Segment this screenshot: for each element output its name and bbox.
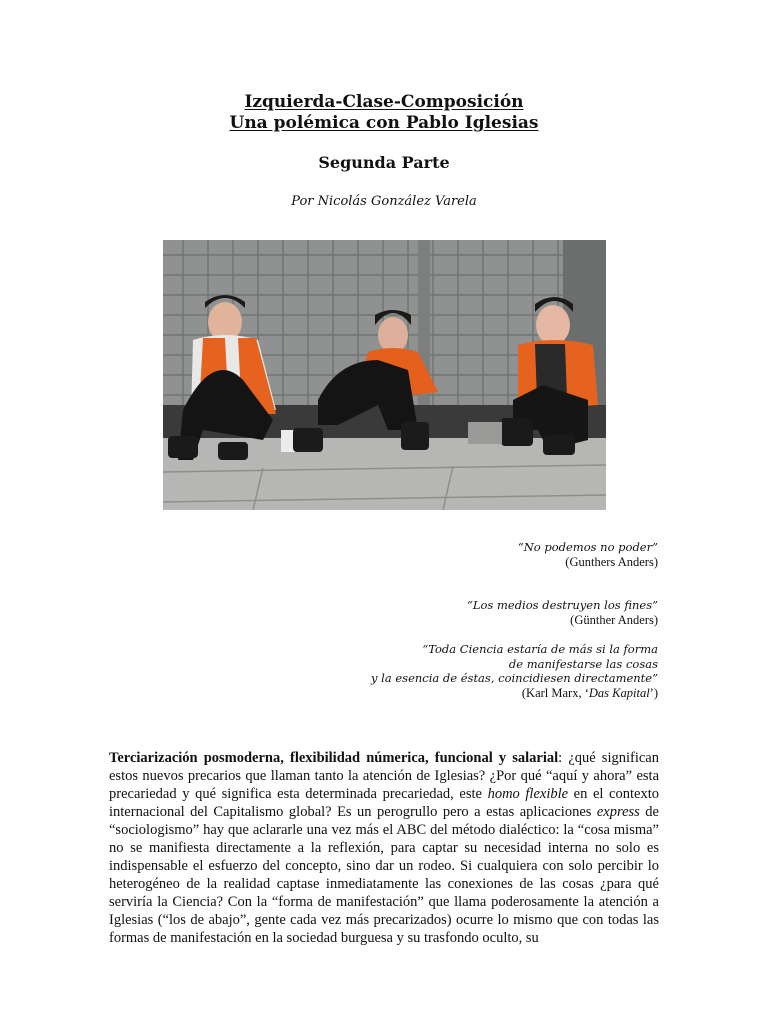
quote-text: “Los medios destruyen los fines” [466,598,658,612]
paragraph-segment-2: en el contexto internacional del Capitalismo global? Es un perogrullo pero a estas aplicaciones [109,786,659,820]
quote-author [371,686,658,701]
quote-text-line1: “Toda Ciencia estaría de más si la forma [422,642,658,656]
workers-photo [163,240,606,510]
author-byline: Por Nicolás González Varela [291,194,477,209]
quote-author: (Gunthers Anders) [565,554,658,569]
document-title-line2: Una polémica con Pablo Iglesias [229,113,539,133]
photo-illustration [163,240,606,510]
quote-text-line2: de manifestarse las cosas [508,656,658,671]
quote-text: “No podemos no poder” [517,540,658,554]
document-subtitle: Segunda Parte [318,153,450,172]
paragraph-italic-2: express [596,804,640,820]
body-paragraph [109,749,659,947]
epigraph-quote-1 [518,540,658,569]
epigraph-quote-2 [467,598,658,627]
quote-author-work: Das Kapital [588,685,650,700]
epigraph-quote-3 [371,642,658,700]
quote-text-line3: y la esencia de éstas, coincidiesen directamente” [371,671,658,685]
paragraph-segment-1: : ¿qué significan estos nuevos precarios que llaman tanto la atención de Iglesias? ¿Por qué “aquí y ahora” esta precariedad y qué significa esta determinada precariedad, este [109,750,659,802]
paragraph-italic-1: homo flexible [487,786,569,802]
quote-author-suffix: ’) [649,685,658,700]
quote-author-prefix: (Karl Marx, ‘ [521,685,589,700]
paragraph-lead: Terciarización posmoderna, flexibilidad númerica, funcional y salarial [109,750,559,766]
document-title: Izquierda-Clase-Composición [244,92,524,112]
paragraph-segment-3: de “sociologismo” hay que aclararle una vez más el ABC del método dialéctico: la “cosa misma” no se manifiesta directamente a la reflexión, para captar su necesidad interna no solo es indispensable el esfuerzo del concepto, sino dar un rodeo. Si cualquiera con solo percibir lo heterogéneo de la realidad captase inmediatamente las conexiones de las cosas ¿para qué serviría la Ciencia? Con la “forma de manifestación” que llama poderosamente la atención a Iglesias (“los de abajo”, gente cada vez más precarizados) ocurre lo mismo que con todas las formas de manifestación en la sociedad burguesa y su trasfondo oculto, su [109,804,659,946]
quote-author: (Günther Anders) [570,612,658,627]
